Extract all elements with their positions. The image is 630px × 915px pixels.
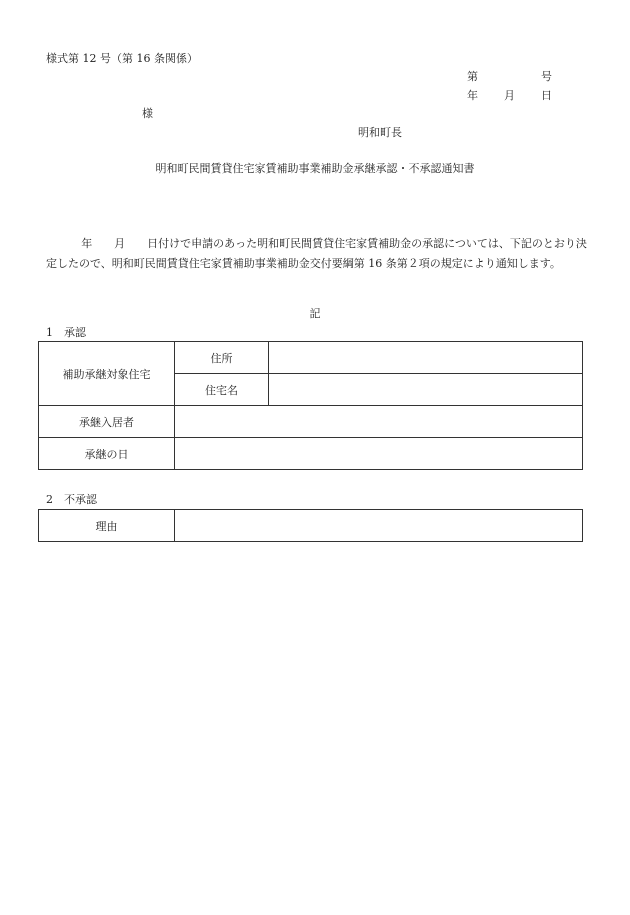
address-value[interactable] xyxy=(269,342,583,374)
number-prefix: 第 xyxy=(467,70,478,83)
recipient-suffix: 様 xyxy=(142,107,153,120)
date-day: 日 xyxy=(541,89,552,102)
sender-name: 明和町長 xyxy=(358,126,402,139)
address-label: 住所 xyxy=(175,342,269,374)
reason-label: 理由 xyxy=(39,510,175,542)
successor-label: 承継入居者 xyxy=(39,406,175,438)
succession-date-label: 承継の日 xyxy=(39,438,175,470)
date-month: 月 xyxy=(504,89,515,102)
body-text: 年 月 日付けで申請のあった明和町民間賃貸住宅家賃補助金の承認については、下記のとおり決定したので、明和町民間賃貸住宅家賃補助事業補助金交付要綱第 16 条第２項の規定により通知します。 xyxy=(46,237,587,270)
succession-date-value[interactable] xyxy=(175,438,583,470)
approval-heading: 1 承認 xyxy=(46,326,86,339)
form-number: 様式第 12 号（第 16 条関係） xyxy=(46,52,198,65)
target-housing-label: 補助承継対象住宅 xyxy=(39,342,175,406)
ki-marker: 記 xyxy=(309,307,321,320)
housing-name-value[interactable] xyxy=(269,374,583,406)
housing-name-label: 住宅名 xyxy=(175,374,269,406)
number-suffix: 号 xyxy=(541,70,552,83)
rejection-table xyxy=(38,509,583,542)
successor-value[interactable] xyxy=(175,406,583,438)
reason-value[interactable] xyxy=(175,510,583,542)
date-year: 年 xyxy=(467,89,478,102)
approval-table xyxy=(38,341,583,470)
rejection-heading: 2 不承認 xyxy=(46,493,97,506)
document-title: 明和町民間賃貸住宅家賃補助事業補助金承継承認・不承認通知書 xyxy=(155,162,475,175)
